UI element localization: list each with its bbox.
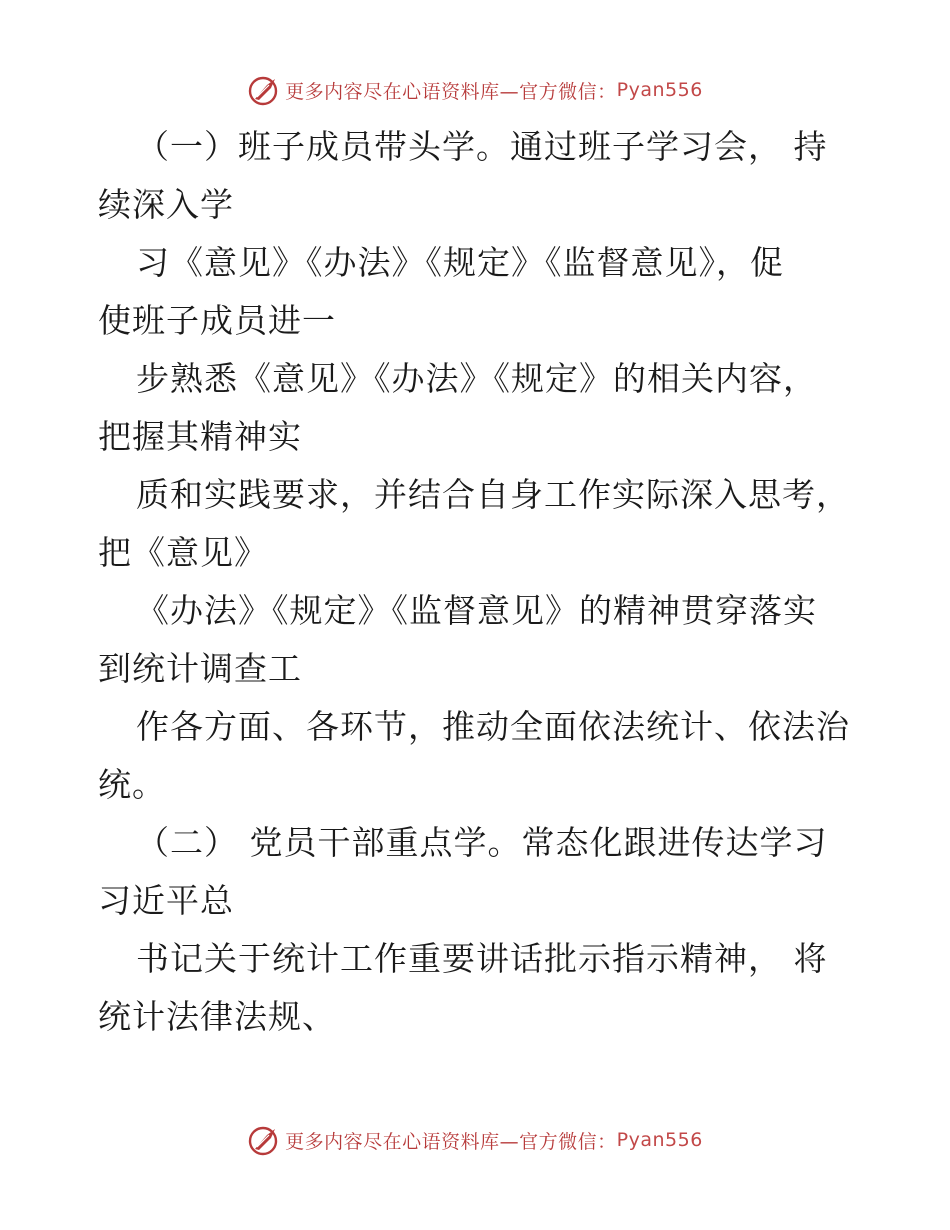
watermark-handle: Pyan556 — [616, 1129, 703, 1151]
watermark-text: 更多内容尽在心语资料库—官方微信： — [285, 1130, 617, 1153]
text-line: 统。 — [98, 765, 166, 804]
text-line: 把握其精神实 — [98, 417, 302, 456]
document-body — [98, 118, 858, 1046]
text-line: 质和实践要求，并结合自身工作实际深入思考， — [136, 475, 850, 514]
text-line: （二） 党员干部重点学。常态化跟进传达学习 — [136, 823, 828, 862]
text-line: 把《意见》 — [98, 533, 268, 572]
watermark-text: 更多内容尽在心语资料库—官方微信： — [285, 80, 617, 103]
text-line: 习《意见》《办法》《规定》《监督意见》，促 — [136, 243, 784, 282]
text-line: 步熟悉《意见》《办法》《规定》的相关内容， — [136, 359, 817, 398]
text-line: 使班子成员进一 — [98, 301, 336, 340]
text-line: 书记关于统计工作重要讲话批示指示精神， 将 — [136, 939, 828, 978]
text-line: 续深入学 — [98, 185, 234, 224]
text-line: 作各方面、各环节，推动全面依法统计、依法治 — [136, 707, 850, 746]
text-line: 习近平总 — [98, 881, 234, 920]
footer-watermark — [0, 1120, 950, 1160]
text-line: 统计法律法规、 — [98, 997, 336, 1036]
text-line: 《办法》《规定》《监督意见》的精神贯穿落实 — [136, 591, 817, 630]
quill-logo-icon — [247, 1123, 281, 1157]
text-line: 到统计调查工 — [98, 649, 302, 688]
watermark-handle: Pyan556 — [616, 79, 703, 101]
quill-logo-icon — [247, 73, 281, 107]
text-line: （一）班子成员带头学。通过班子学习会， 持 — [136, 127, 828, 166]
header-watermark — [0, 70, 950, 110]
